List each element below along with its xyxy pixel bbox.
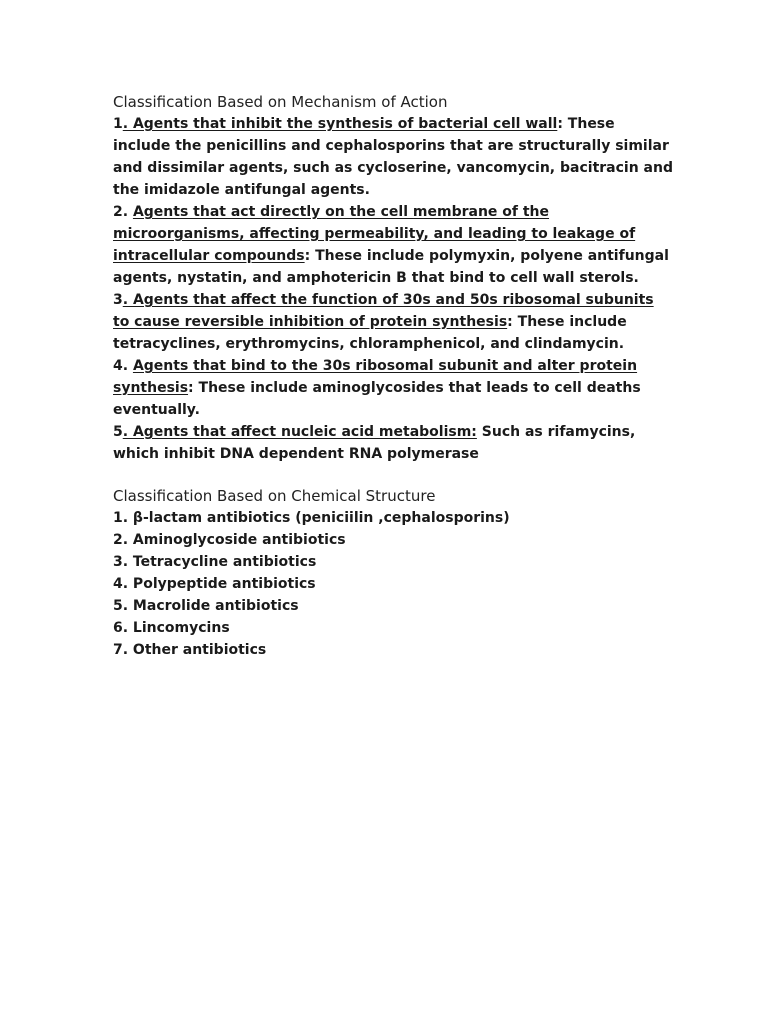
item-separator: : <box>507 314 513 330</box>
structure-item-2: 2. Aminoglycoside antibiotics <box>113 532 346 548</box>
item-description: These include polymyxin, polyene antifungal agents, nystatin, and amphotericin B that bind to cell wall sterols. <box>113 248 669 286</box>
item-title: Agents that bind to the 30s ribosomal subunit and alter protein synthesis <box>113 358 638 396</box>
item-number: 4. <box>113 358 133 374</box>
item-number: 3 <box>113 292 123 308</box>
item-title: . Agents that affect nucleic acid metabolism: <box>122 424 477 440</box>
structure-item-6: 6. Lincomycins <box>113 620 230 636</box>
mechanism-item-2 <box>113 201 673 289</box>
item-title: Agents that act directly on the cell membrane of the microorganisms, affecting permeability, and leading to leakage of intracellular compounds <box>113 204 636 264</box>
item-title: . Agents that inhibit the synthesis of bacterial cell wall <box>122 116 558 132</box>
item-description: These include tetracyclines, erythromycins, chloramphenicol, and clindamycin. <box>113 314 627 352</box>
item-description: These include the penicillins and cephalosporins that are structurally similar and dissimilar agents, such as cycloserine, vancomycin, bacitracin and the imidazole antifungal agents. <box>113 116 673 198</box>
structure-item-7: 7. Other antibiotics <box>113 642 267 658</box>
document-page <box>113 91 673 661</box>
mechanism-item-3 <box>113 289 673 355</box>
structure-item-5: 5. Macrolide antibiotics <box>113 598 299 614</box>
structure-heading: Classification Based on Chemical Structure <box>113 487 436 505</box>
item-separator: : <box>557 116 563 132</box>
item-title: . Agents that affect the function of 30s and 50s ribosomal subunits to cause reversible inhibition of protein synthesis <box>113 292 654 330</box>
item-number: 5 <box>113 424 123 440</box>
item-description: Such as rifamycins, which inhibit DNA dependent RNA polymerase <box>113 424 636 462</box>
item-number: 1 <box>113 116 123 132</box>
structure-item-4: 4. Polypeptide antibiotics <box>113 576 316 592</box>
structure-item-3: 3. Tetracycline antibiotics <box>113 554 317 570</box>
structure-item-1: 1. β-lactam antibiotics (peniciilin ,cephalosporins) <box>113 510 510 526</box>
section-spacer <box>113 465 673 485</box>
mechanism-heading: Classification Based on Mechanism of Action <box>113 93 448 111</box>
mechanism-item-5 <box>113 421 673 465</box>
item-separator: : <box>188 380 194 396</box>
mechanism-item-4 <box>113 355 673 421</box>
item-number: 2. <box>113 204 133 220</box>
structure-list <box>113 507 673 661</box>
item-separator: : <box>304 248 311 264</box>
mechanism-item-1 <box>113 113 673 201</box>
item-description: These include aminoglycosides that leads to cell deaths eventually. <box>113 380 641 418</box>
